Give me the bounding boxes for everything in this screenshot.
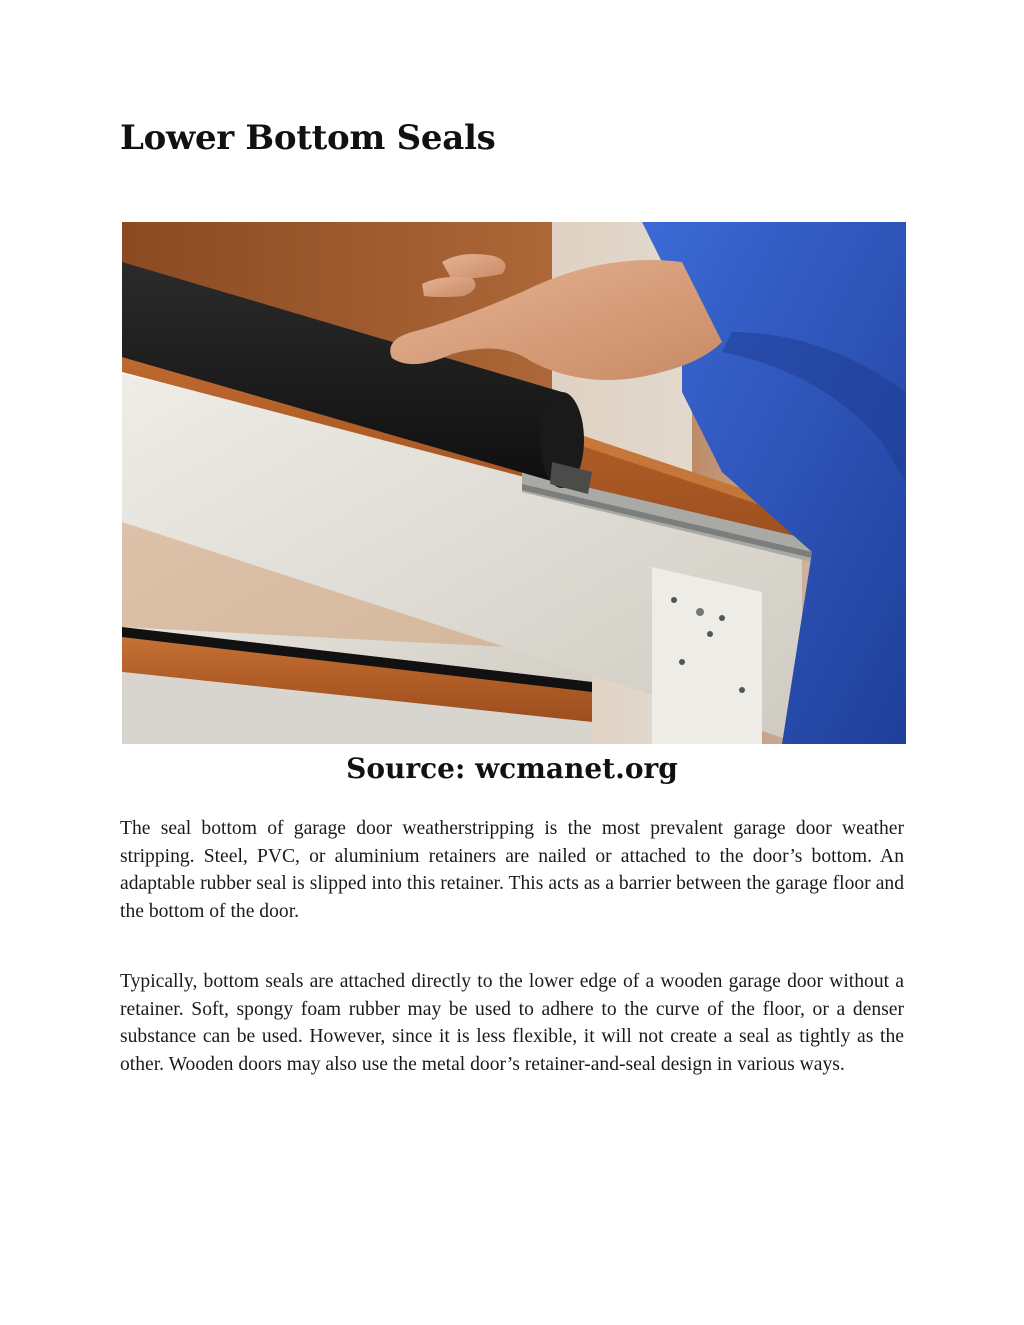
garage-door-seal-photo bbox=[122, 222, 906, 744]
paragraph-1: The seal bottom of garage door weatherstripping is the most prevalent garage door weather stripping. Steel, PVC, or aluminium retainers are nailed or attached to the door’s bottom. An adaptable rubber seal is slipped into this retainer. This acts as a barrier between the garage floor and the bottom of the door. bbox=[120, 818, 904, 922]
photo-illustration bbox=[122, 222, 906, 744]
page-title: Lower Bottom Seals bbox=[120, 118, 496, 158]
paragraph-2: Typically, bottom seals are attached directly to the lower edge of a wooden garage door without a retainer. Soft, spongy foam rubber may be used to adhere to the curve of the floor, or a denser substance can be used. However, since it is less flexible, it will not create a seal as tightly as the other. Wooden doors may also use the metal door’s retainer-and-seal design in various ways. bbox=[120, 971, 904, 1075]
image-caption: Source: wcmanet.org bbox=[346, 752, 678, 785]
